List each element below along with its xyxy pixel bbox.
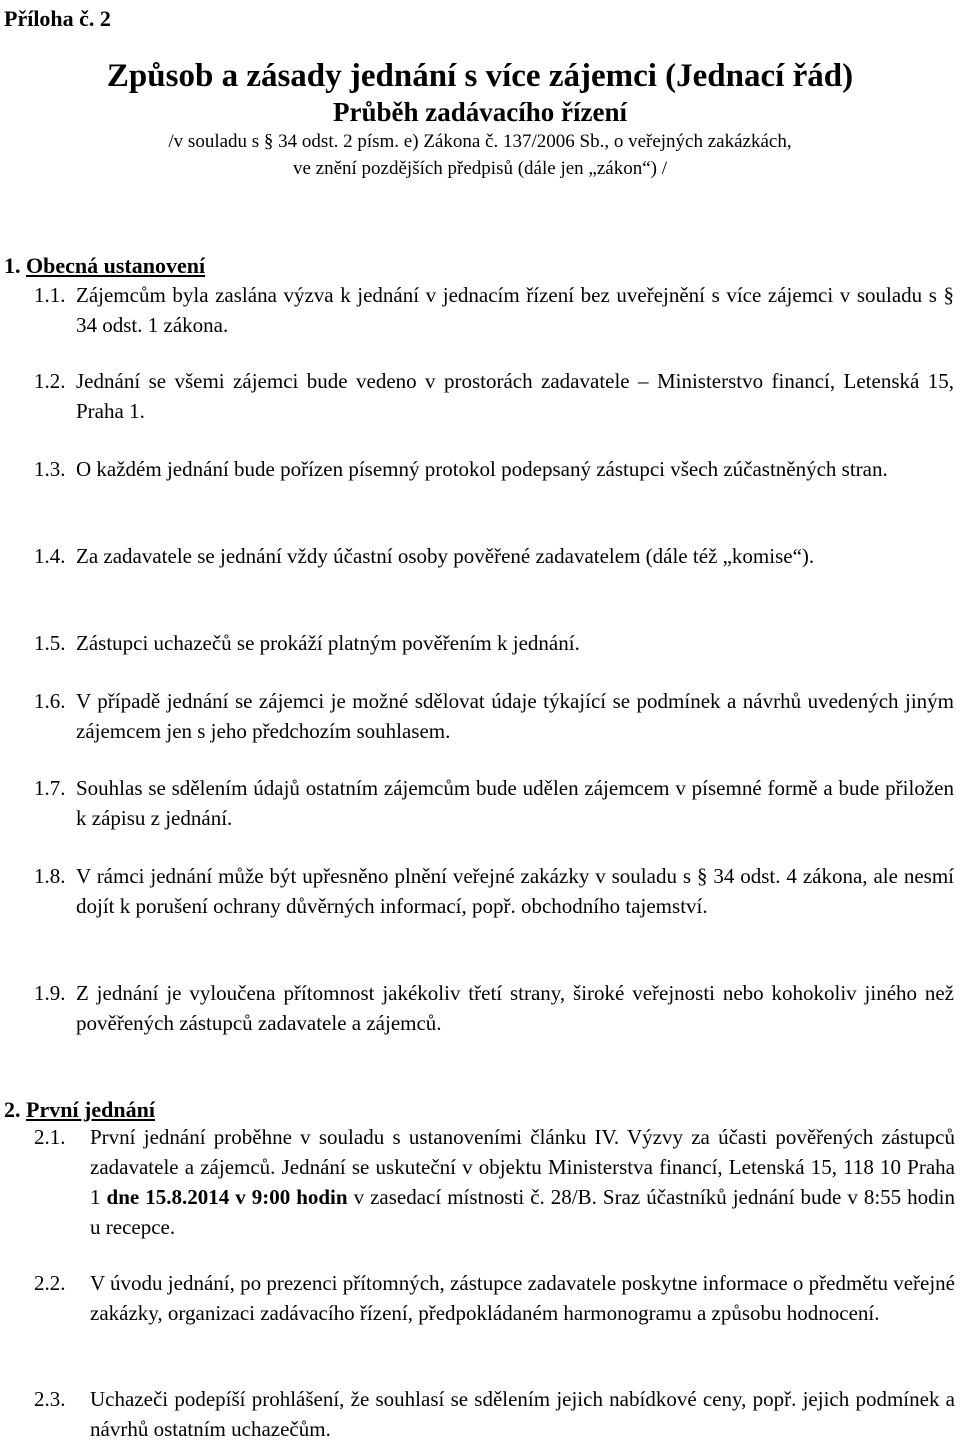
section-number: 2. <box>4 1097 21 1122</box>
clause-1-6 <box>34 686 954 746</box>
clause-text: Za zadavatele se jednání vždy účastní osoby pověřené zadavatelem (dále též „komise“). <box>76 544 815 568</box>
section-heading-1 <box>4 252 205 280</box>
clause-text: Jednání se všemi zájemci bude vedeno v prostorách zadavatele – Ministerstvo financí, Letenská 15, Praha 1. <box>76 369 954 423</box>
clause-text: V úvodu jednání, po prezenci přítomných, zástupce zadavatele poskytne informace o předmětu veřejné zakázky, organizaci zadávacího řízení, předpokládaném harmonogramu a způsobu hodnocení. <box>90 1271 955 1325</box>
clause-1-3 <box>34 454 954 484</box>
clause-number: 1.6. <box>34 689 66 713</box>
clause-text: V případě jednání se zájemci je možné sdělovat údaje týkající se podmínek a návrhů uvedených jiným zájemcem jen s jeho předchozím souhlasem. <box>76 689 954 743</box>
clause-text: O každém jednání bude pořízen písemný protokol podepsaný zástupci všech zúčastněných stran. <box>76 457 888 481</box>
section-number: 1. <box>4 253 21 278</box>
clause-text-part: v zasedací místnosti č. 28/B. Sraz účastníků jednání bude v 8:55 hodin u recepce. <box>90 1185 956 1239</box>
section-title: První jednání <box>26 1097 155 1122</box>
clause-text: V rámci jednání může být upřesněno plnění veřejné zakázky v souladu s § 34 odst. 4 zákona, ale nesmí dojít k porušení ochrany důvěrných informací, popř. obchodního tajemství. <box>76 864 954 918</box>
clause-text: Zástupci uchazečů se prokáží platným pověřením k jednání. <box>76 631 580 655</box>
clause-number: 1.4. <box>34 544 66 568</box>
clause-text-part: První jednání proběhne v souladu s ustanoveními článku IV. Výzvy za účasti pověřených zástupců zadavatele a zájemců. Jednání se uskuteční v objektu Ministerstva financí, Letenská 15, 118 10 Praha 1 <box>90 1125 955 1209</box>
document-subtitle: Průběh zadávacího řízení <box>333 97 627 127</box>
clause-text <box>90 1122 955 1242</box>
clause-number: 1.7. <box>34 776 66 800</box>
document-title-block <box>0 56 960 182</box>
meeting-date-time: dne 15.8.2014 v 9:00 hodin <box>106 1185 348 1209</box>
clause-2-3 <box>34 1384 955 1444</box>
clause-1-7 <box>34 773 954 833</box>
clause-text: Zájemcům byla zaslána výzva k jednání v jednacím řízení bez uveřejnění s více zájemci v souladu s § 34 odst. 1 zákona. <box>76 283 954 337</box>
clause-1-8 <box>34 861 954 921</box>
clause-1-9 <box>34 978 954 1038</box>
clause-number: 1.5. <box>34 631 66 655</box>
document-title: Způsob a zásady jednání s více zájemci (Jednací řád) <box>106 58 854 94</box>
legal-reference-line-2: ve znění pozdějších předpisů (dále jen „zákon“) / <box>292 158 668 179</box>
clause-2-2 <box>34 1268 955 1328</box>
clause-number: 2.1. <box>34 1125 66 1149</box>
clause-2-1 <box>34 1122 955 1242</box>
clause-number: 2.3. <box>34 1387 66 1411</box>
legal-reference-line-1: /v souladu s § 34 odst. 2 písm. e) Zákona č. 137/2006 Sb., o veřejných zakázkách, <box>168 131 792 152</box>
clause-1-4 <box>34 541 954 571</box>
clause-number: 1.1. <box>34 283 66 307</box>
clause-text: Uchazeči podepíší prohlášení, že souhlasí se sdělením jejich nabídkové ceny, popř. jejich podmínek a návrhů ostatním uchazečům. <box>90 1387 955 1441</box>
clause-text: Z jednání je vyloučena přítomnost jakékoliv třetí strany, široké veřejnosti nebo kohokoliv jiného než pověřených zástupců zadavatele a zájemců. <box>76 981 954 1035</box>
clause-number: 1.9. <box>34 981 66 1005</box>
section-heading-2 <box>4 1096 155 1124</box>
clause-number: 1.3. <box>34 457 66 481</box>
clause-1-5 <box>34 628 954 658</box>
annex-label: Příloha č. 2 <box>4 6 111 31</box>
clause-1-1 <box>34 280 954 340</box>
clause-number: 1.2. <box>34 369 66 393</box>
section-title: Obecná ustanovení <box>26 253 206 278</box>
clause-1-2 <box>34 366 954 426</box>
clause-number: 1.8. <box>34 864 66 888</box>
clause-text: Souhlas se sdělením údajů ostatním zájemcům bude udělen zájemcem v písemné formě a bude přiložen k zápisu z jednání. <box>76 776 954 830</box>
clause-number: 2.2. <box>34 1271 66 1295</box>
